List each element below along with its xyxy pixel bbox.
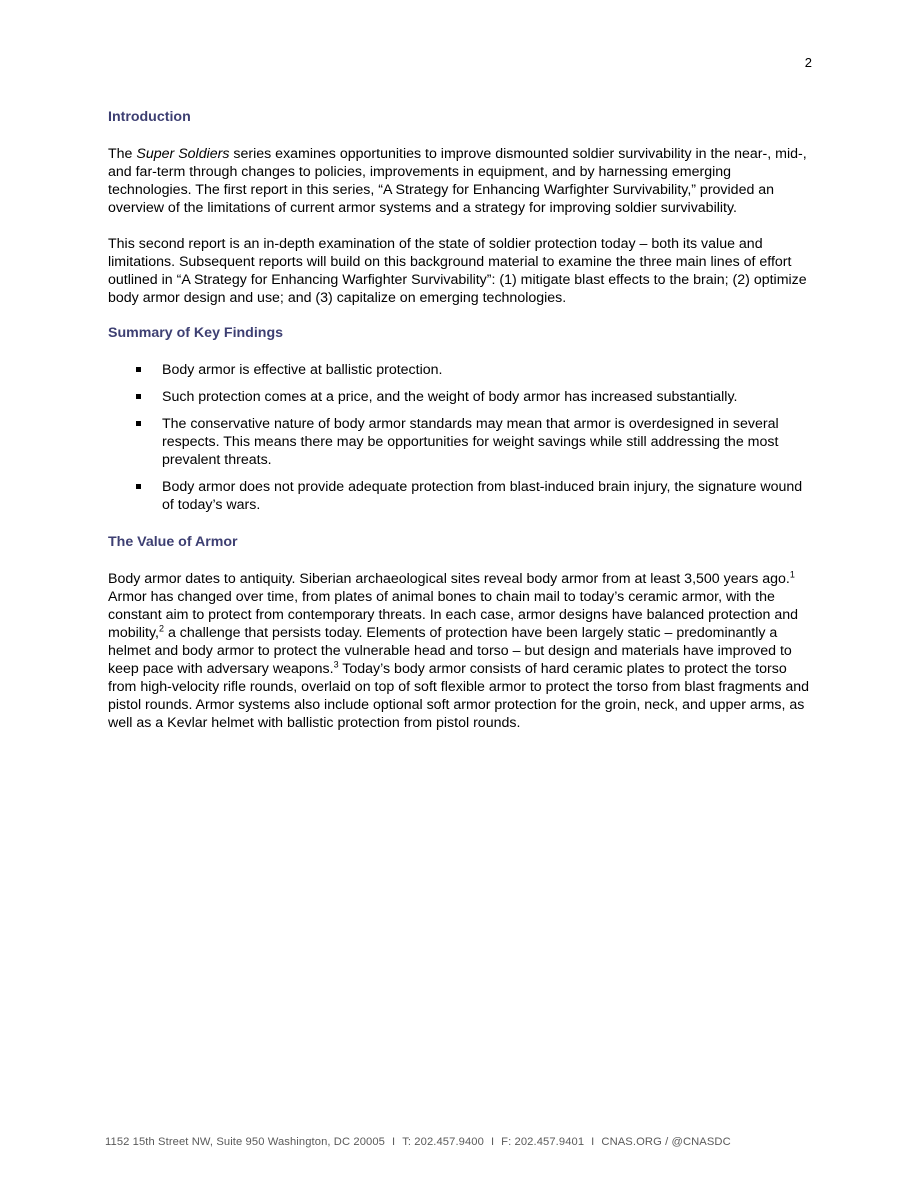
footnote-ref-2: 2 bbox=[158, 623, 164, 634]
value-of-armor-paragraph: Body armor dates to antiquity. Siberian archaeological sites reveal body armor from at least 3,500 years ago.$^1$ Armor has changed over time, from plates of animal bones to chain mail to today’s ceramic armor, with the constant aim to protect from contemporary threats. In each case, armor designs have balanced protection and mobility,$^2$ a challenge that persists today. Elements of protection have been largely static – predominantly a helmet and body armor to protect the vulnerable head and torso – but design and materials have improved to keep pace with adversary weapons.$^3$ Today’s body armor consists of hard ceramic plates to protect the torso from high-velocity rifle rounds, overlaid on top of soft flexible armor to protect the torso from blast fragments and pistol rounds. Armor systems also include optional soft armor protection for the groin, neck, and upper arms, as well as a Kevlar helmet with ballistic protection from pistol rounds. bbox=[108, 569, 810, 731]
page-footer bbox=[105, 1136, 805, 1148]
footer-address: 1152 15th Street NW, Suite 950 Washington, DC 20005 bbox=[105, 1136, 385, 1148]
footer-separator: I bbox=[391, 1136, 396, 1148]
bullet-square-icon bbox=[136, 484, 141, 489]
footnote-ref-1: 1 bbox=[789, 569, 795, 580]
bullet-square-icon bbox=[136, 421, 141, 426]
introduction-paragraph-1: The Super Soldiers series examines opportunities to improve dismounted soldier survivability in the near-, mid-, and far-term through changes to policies, improvements in equipment, and by harnessing emerging technologies. The first report in this series, “A Strategy for Enhancing Warfighter Survivability,” provided an overview of the limitations of current armor systems and a strategy for improving soldier survivability. bbox=[108, 146, 807, 216]
introduction-heading: Introduction bbox=[108, 109, 191, 125]
series-title: Super Soldiers bbox=[136, 146, 230, 162]
bullet-square-icon bbox=[136, 367, 141, 372]
document-body bbox=[108, 108, 812, 732]
footer-fax: F: 202.457.9401 bbox=[501, 1136, 585, 1148]
bullet-square-icon bbox=[136, 394, 141, 399]
finding-item: Such protection comes at a price, and the weight of body armor has increased substantially. bbox=[108, 388, 812, 406]
footer-separator: I bbox=[591, 1136, 595, 1148]
introduction-paragraph-2: This second report is an in-depth examination of the state of soldier protection today – both its value and limitations. Subsequent reports will build on this background material to examine the three main lines of effort outlined in “A Strategy for Enhancing Warfighter Survivability”: (1) mitigate blast effects to the brain; (2) optimize body armor design and use; and (3) capitalize on emerging technologies. bbox=[108, 236, 807, 306]
finding-item: Body armor is effective at ballistic protection. bbox=[108, 361, 812, 379]
findings-list bbox=[108, 361, 812, 514]
footer-web: CNAS.ORG / @CNASDC bbox=[601, 1136, 731, 1148]
findings-heading: Summary of Key Findings bbox=[108, 325, 284, 341]
page-number: 2 bbox=[804, 55, 812, 70]
finding-item: The conservative nature of body armor standards may mean that armor is overdesigned in several respects. This means there may be opportunities for weight savings while still addressing the most prevalent threats. bbox=[108, 415, 812, 469]
value-of-armor-heading: The Value of Armor bbox=[108, 534, 238, 550]
footnote-ref-3: 3 bbox=[333, 659, 339, 670]
footer-phone: T: 202.457.9400 bbox=[402, 1136, 484, 1148]
finding-item: Body armor does not provide adequate protection from blast-induced brain injury, the signature wound of today’s wars. bbox=[108, 478, 812, 514]
footer-separator: I bbox=[490, 1136, 495, 1148]
